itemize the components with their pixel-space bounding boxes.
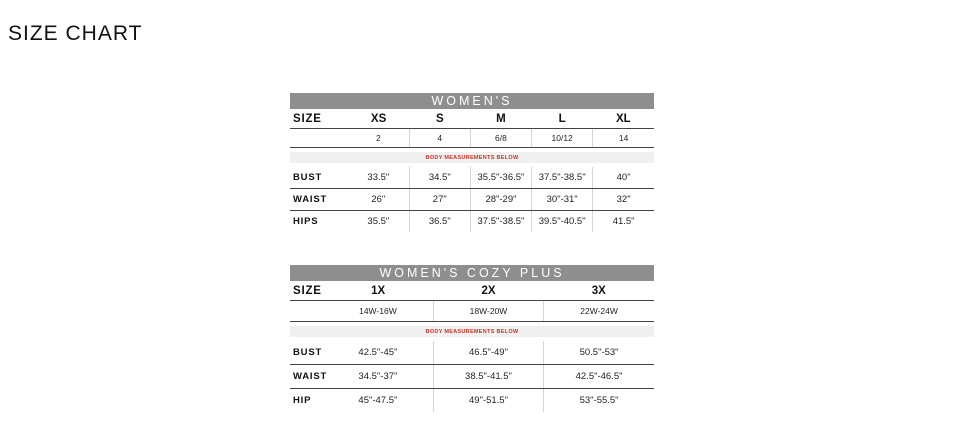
bust-row [290, 167, 654, 189]
hip-row [290, 389, 654, 413]
numeric-size-row [290, 129, 654, 148]
measurement-value: 34.5" [409, 167, 470, 189]
measurement-value: 33.5" [348, 167, 409, 189]
measurement-label: HIPS [293, 216, 319, 227]
measurement-label: HIP [293, 395, 312, 406]
size-3x: 3X [544, 281, 654, 301]
measurement-value: 37.5"-38.5" [532, 167, 593, 189]
cozy-size-table [290, 281, 654, 412]
measurement-value: 28"-29" [470, 189, 531, 211]
body-measurements-note: BODY MEASUREMENTS BELOW [290, 326, 654, 337]
size-1x: 1X [323, 281, 433, 301]
size-m: M [470, 109, 531, 129]
cozy-plus-size-chart [290, 265, 654, 412]
numeric-size: 10/12 [532, 129, 593, 148]
size-s: S [409, 109, 470, 129]
body-measurements-note-row [290, 326, 654, 337]
womens-size-table [290, 109, 654, 232]
measurement-value: 38.5"-41.5" [433, 365, 543, 389]
body-measurements-note-row [290, 152, 654, 163]
size-xl: XL [593, 109, 654, 129]
measurement-value: 34.5"-37" [323, 365, 433, 389]
size-label: SIZE [290, 109, 348, 129]
numeric-size-row [290, 301, 654, 322]
measurement-value: 39.5"-40.5" [532, 211, 593, 233]
size-label: SIZE [290, 281, 323, 301]
size-2x: 2X [433, 281, 543, 301]
size-header-row [290, 109, 654, 129]
measurement-label: WAIST [290, 365, 323, 389]
measurement-value: 42.5"-46.5" [544, 365, 654, 389]
measurement-value: 37.5"-38.5" [470, 211, 531, 233]
size-l: L [532, 109, 593, 129]
size-xs: XS [348, 109, 409, 129]
measurement-label: WAIST [290, 189, 348, 211]
measurement-value: 35.5" [367, 216, 390, 227]
numeric-size: 14W-16W [323, 301, 433, 322]
measurement-value: 26" [348, 189, 409, 211]
measurement-value: 50.5"-53" [544, 341, 654, 365]
measurement-value: 36.5" [409, 211, 470, 233]
measurement-value: 49"-51.5" [433, 389, 543, 413]
numeric-size: 22W-24W [544, 301, 654, 322]
measurement-value: 32" [593, 189, 654, 211]
measurement-value: 42.5"-45" [323, 341, 433, 365]
measurement-value: 41.5" [593, 211, 654, 233]
measurement-label: BUST [290, 341, 323, 365]
measurement-value: 46.5"-49" [433, 341, 543, 365]
numeric-size: 6/8 [470, 129, 531, 148]
size-header-row [290, 281, 654, 301]
womens-size-chart [290, 93, 654, 232]
waist-row [290, 189, 654, 211]
numeric-size: 14 [593, 129, 654, 148]
measurement-label: BUST [290, 167, 348, 189]
bust-row [290, 341, 654, 365]
page-title: SIZE CHART [8, 22, 143, 45]
womens-chart-title: WOMEN'S [290, 93, 654, 109]
numeric-size: 2 [348, 129, 409, 148]
measurement-value: 35.5"-36.5" [470, 167, 531, 189]
measurement-value: 53"-55.5" [544, 389, 654, 413]
cozy-chart-title: WOMEN'S COZY PLUS [290, 265, 654, 281]
body-measurements-note: BODY MEASUREMENTS BELOW [290, 152, 654, 163]
measurement-value: 40" [593, 167, 654, 189]
numeric-size: 4 [409, 129, 470, 148]
measurement-value: 45"-47.5" [358, 395, 398, 406]
numeric-size: 18W-20W [433, 301, 543, 322]
measurement-value: 30"-31" [532, 189, 593, 211]
hips-row [290, 211, 654, 233]
waist-row [290, 365, 654, 389]
measurement-value: 27" [409, 189, 470, 211]
